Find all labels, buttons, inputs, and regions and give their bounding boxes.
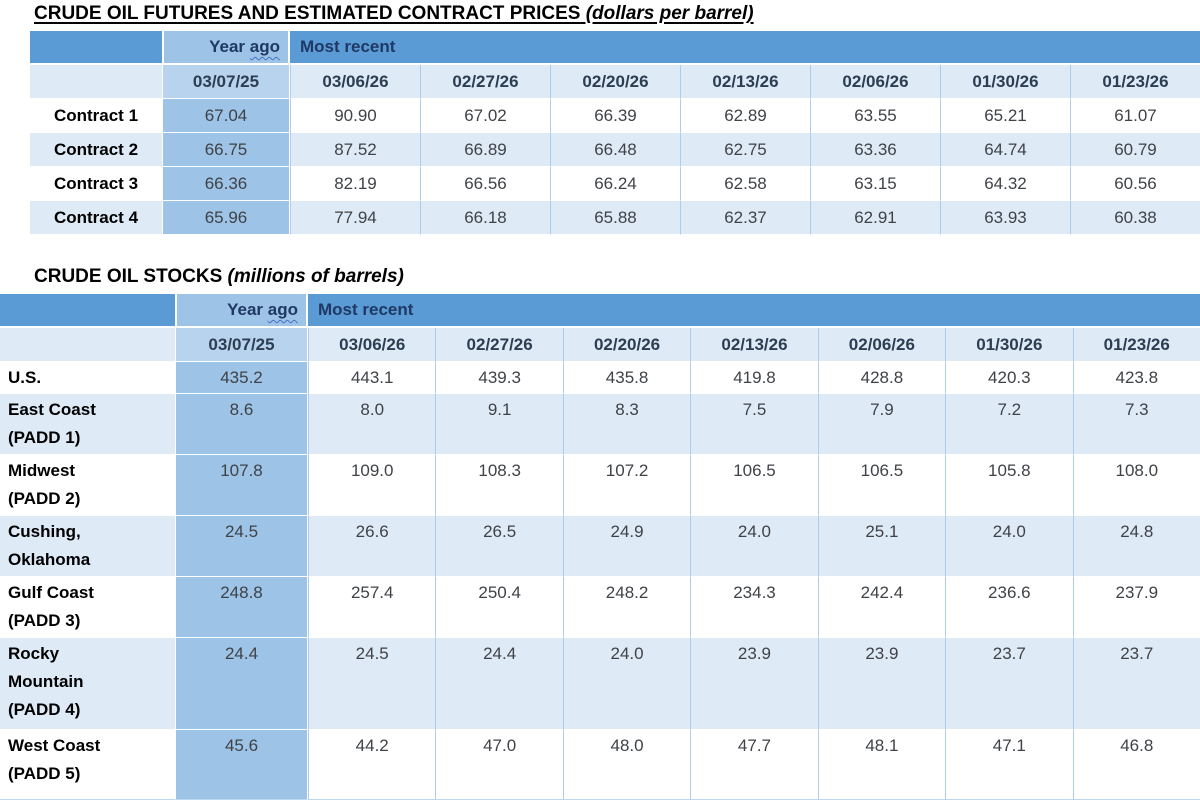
value-cell: 248.2 xyxy=(563,577,690,638)
value-cell: 105.8 xyxy=(945,455,1072,516)
value-cell: 23.7 xyxy=(945,638,1072,730)
futures-year-ago-header xyxy=(162,31,290,65)
row-label-line: (PADD 1) xyxy=(8,428,81,447)
year-ago-word2: ago xyxy=(249,37,280,56)
value-cell: 419.8 xyxy=(690,362,817,394)
stocks-header-band xyxy=(0,294,1200,328)
value-cell: 108.3 xyxy=(435,455,562,516)
row-label-line: (PADD 5) xyxy=(8,764,81,783)
date-header-cell: 02/06/26 xyxy=(810,65,940,99)
value-cell: 63.55 xyxy=(810,99,940,133)
row-label xyxy=(30,167,162,201)
value-cell: 46.8 xyxy=(1073,730,1200,800)
value-cell: 61.07 xyxy=(1070,99,1200,133)
value-cell: 82.19 xyxy=(290,167,420,201)
value-cell: 257.4 xyxy=(308,577,435,638)
value-cell: 62.75 xyxy=(680,133,810,167)
futures-corner-cell xyxy=(30,31,162,65)
date-header-cell: 02/20/26 xyxy=(563,328,690,362)
table-row xyxy=(0,455,1200,516)
date-header-cell: 01/30/26 xyxy=(945,328,1072,362)
value-cell: 26.6 xyxy=(308,516,435,577)
table-row xyxy=(0,638,1200,730)
futures-header-band xyxy=(30,31,1200,65)
row-label-line: (PADD 2) xyxy=(8,489,81,508)
value-cell: 237.9 xyxy=(1073,577,1200,638)
year-ago-value: 45.6 xyxy=(175,730,308,800)
value-cell: 24.4 xyxy=(435,638,562,730)
value-cell: 63.36 xyxy=(810,133,940,167)
row-label-line: Mountain xyxy=(8,672,84,691)
year-ago-value: 435.2 xyxy=(175,362,308,394)
row-label-line: Rocky xyxy=(8,644,60,663)
value-cell: 62.58 xyxy=(680,167,810,201)
table-row xyxy=(30,201,1200,235)
value-cell: 66.56 xyxy=(420,167,550,201)
row-label xyxy=(0,394,175,455)
stocks-title-unit: (millions of barrels) xyxy=(222,266,404,287)
value-cell: 24.0 xyxy=(563,638,690,730)
value-cell: 66.24 xyxy=(550,167,680,201)
value-cell: 7.3 xyxy=(1073,394,1200,455)
value-cell: 62.91 xyxy=(810,201,940,235)
row-label-line: Contract 4 xyxy=(53,207,139,227)
value-cell: 65.88 xyxy=(550,201,680,235)
date-header-cell: 02/13/26 xyxy=(690,328,817,362)
year-ago-word2: ago xyxy=(267,300,298,319)
stocks-year-ago-header xyxy=(175,294,308,328)
stocks-date-row xyxy=(0,328,1200,362)
row-label xyxy=(0,455,175,516)
value-cell: 62.89 xyxy=(680,99,810,133)
value-cell: 24.0 xyxy=(690,516,817,577)
value-cell: 8.3 xyxy=(563,394,690,455)
value-cell: 62.37 xyxy=(680,201,810,235)
value-cell: 66.89 xyxy=(420,133,550,167)
value-cell: 67.02 xyxy=(420,99,550,133)
row-label xyxy=(0,577,175,638)
futures-title xyxy=(34,0,1200,25)
row-label-line: U.S. xyxy=(8,368,42,387)
value-cell: 7.5 xyxy=(690,394,817,455)
value-cell: 24.5 xyxy=(308,638,435,730)
row-label-line: East Coast xyxy=(8,400,96,419)
date-header-cell: 02/20/26 xyxy=(550,65,680,99)
value-cell: 44.2 xyxy=(308,730,435,800)
value-cell: 24.8 xyxy=(1073,516,1200,577)
date-header-cell: 03/06/26 xyxy=(308,328,435,362)
futures-most-recent-header: Most recent xyxy=(290,31,1200,65)
row-label-line: Cushing, xyxy=(8,522,81,541)
row-label-line: (PADD 3) xyxy=(8,611,81,630)
value-cell: 64.74 xyxy=(940,133,1070,167)
row-label-line: Contract 3 xyxy=(53,173,139,193)
value-cell: 66.39 xyxy=(550,99,680,133)
table-row xyxy=(30,167,1200,201)
row-label xyxy=(0,516,175,577)
value-cell: 9.1 xyxy=(435,394,562,455)
value-cell: 435.8 xyxy=(563,362,690,394)
value-cell: 24.9 xyxy=(563,516,690,577)
year-ago-value: 248.8 xyxy=(175,577,308,638)
value-cell: 65.21 xyxy=(940,99,1070,133)
value-cell: 23.9 xyxy=(818,638,945,730)
value-cell: 423.8 xyxy=(1073,362,1200,394)
value-cell: 250.4 xyxy=(435,577,562,638)
value-cell: 106.5 xyxy=(818,455,945,516)
year-ago-value: 24.4 xyxy=(175,638,308,730)
stocks-corner-cell xyxy=(0,294,175,328)
value-cell: 47.1 xyxy=(945,730,1072,800)
table-row xyxy=(0,394,1200,455)
stocks-title-text: CRUDE OIL STOCKS xyxy=(34,266,223,287)
futures-body xyxy=(30,99,1200,235)
value-cell: 77.94 xyxy=(290,201,420,235)
date-header-cell: 02/27/26 xyxy=(420,65,550,99)
date-header-cell: 01/23/26 xyxy=(1070,65,1200,99)
value-cell: 108.0 xyxy=(1073,455,1200,516)
value-cell: 234.3 xyxy=(690,577,817,638)
futures-table xyxy=(30,31,1200,235)
row-label xyxy=(0,638,175,730)
table-row xyxy=(30,99,1200,133)
futures-date-blank-cell xyxy=(30,65,162,99)
row-label-line: Gulf Coast xyxy=(8,583,94,602)
value-cell: 7.9 xyxy=(818,394,945,455)
value-cell: 420.3 xyxy=(945,362,1072,394)
value-cell: 64.32 xyxy=(940,167,1070,201)
row-label xyxy=(0,362,175,394)
row-label xyxy=(30,201,162,235)
date-header-cell: 03/06/26 xyxy=(290,65,420,99)
stocks-title xyxy=(34,266,1200,288)
value-cell: 66.18 xyxy=(420,201,550,235)
row-label-line: Contract 1 xyxy=(53,105,139,125)
value-cell: 443.1 xyxy=(308,362,435,394)
value-cell: 47.0 xyxy=(435,730,562,800)
value-cell: 26.5 xyxy=(435,516,562,577)
stocks-most-recent-header: Most recent xyxy=(308,294,1200,328)
date-header-cell: 02/06/26 xyxy=(818,328,945,362)
row-label xyxy=(30,133,162,167)
value-cell: 60.79 xyxy=(1070,133,1200,167)
table-row xyxy=(0,516,1200,577)
row-label-line: West Coast xyxy=(8,736,101,755)
stocks-table xyxy=(0,294,1200,800)
row-label-line: Midwest xyxy=(8,461,76,480)
table-row xyxy=(0,577,1200,638)
value-cell: 242.4 xyxy=(818,577,945,638)
value-cell: 109.0 xyxy=(308,455,435,516)
value-cell: 24.0 xyxy=(945,516,1072,577)
row-label-line: Contract 2 xyxy=(53,139,139,159)
value-cell: 236.6 xyxy=(945,577,1072,638)
futures-title-unit: (dollars per barrel) xyxy=(580,3,754,24)
value-cell: 439.3 xyxy=(435,362,562,394)
value-cell: 106.5 xyxy=(690,455,817,516)
value-cell: 87.52 xyxy=(290,133,420,167)
year-ago-value: 67.04 xyxy=(162,99,290,133)
year-ago-word1: Year xyxy=(209,37,246,56)
value-cell: 23.7 xyxy=(1073,638,1200,730)
date-header-cell: 02/27/26 xyxy=(435,328,562,362)
value-cell: 428.8 xyxy=(818,362,945,394)
value-cell: 47.7 xyxy=(690,730,817,800)
stocks-year-ago-date: 03/07/25 xyxy=(175,328,308,362)
value-cell: 8.0 xyxy=(308,394,435,455)
futures-date-row xyxy=(30,65,1200,99)
value-cell: 63.15 xyxy=(810,167,940,201)
date-header-cell: 02/13/26 xyxy=(680,65,810,99)
value-cell: 63.93 xyxy=(940,201,1070,235)
year-ago-value: 66.36 xyxy=(162,167,290,201)
value-cell: 25.1 xyxy=(818,516,945,577)
value-cell: 107.2 xyxy=(563,455,690,516)
year-ago-value: 8.6 xyxy=(175,394,308,455)
year-ago-value: 65.96 xyxy=(162,201,290,235)
table-row xyxy=(30,133,1200,167)
value-cell: 48.1 xyxy=(818,730,945,800)
row-label-line: Oklahoma xyxy=(8,550,91,569)
row-label-line: (PADD 4) xyxy=(8,700,81,719)
value-cell: 23.9 xyxy=(690,638,817,730)
year-ago-value: 66.75 xyxy=(162,133,290,167)
value-cell: 7.2 xyxy=(945,394,1072,455)
futures-title-text: CRUDE OIL FUTURES AND ESTIMATED CONTRACT PRICES xyxy=(34,3,581,24)
value-cell: 66.48 xyxy=(550,133,680,167)
value-cell: 60.56 xyxy=(1070,167,1200,201)
stocks-date-blank-cell xyxy=(0,328,175,362)
date-header-cell: 01/30/26 xyxy=(940,65,1070,99)
value-cell: 60.38 xyxy=(1070,201,1200,235)
year-ago-value: 24.5 xyxy=(175,516,308,577)
value-cell: 90.90 xyxy=(290,99,420,133)
year-ago-word1: Year xyxy=(227,300,264,319)
date-header-cell: 01/23/26 xyxy=(1073,328,1200,362)
value-cell: 48.0 xyxy=(563,730,690,800)
table-row xyxy=(0,362,1200,394)
row-label xyxy=(30,99,162,133)
stocks-body xyxy=(0,362,1200,800)
futures-year-ago-date: 03/07/25 xyxy=(162,65,290,99)
year-ago-value: 107.8 xyxy=(175,455,308,516)
